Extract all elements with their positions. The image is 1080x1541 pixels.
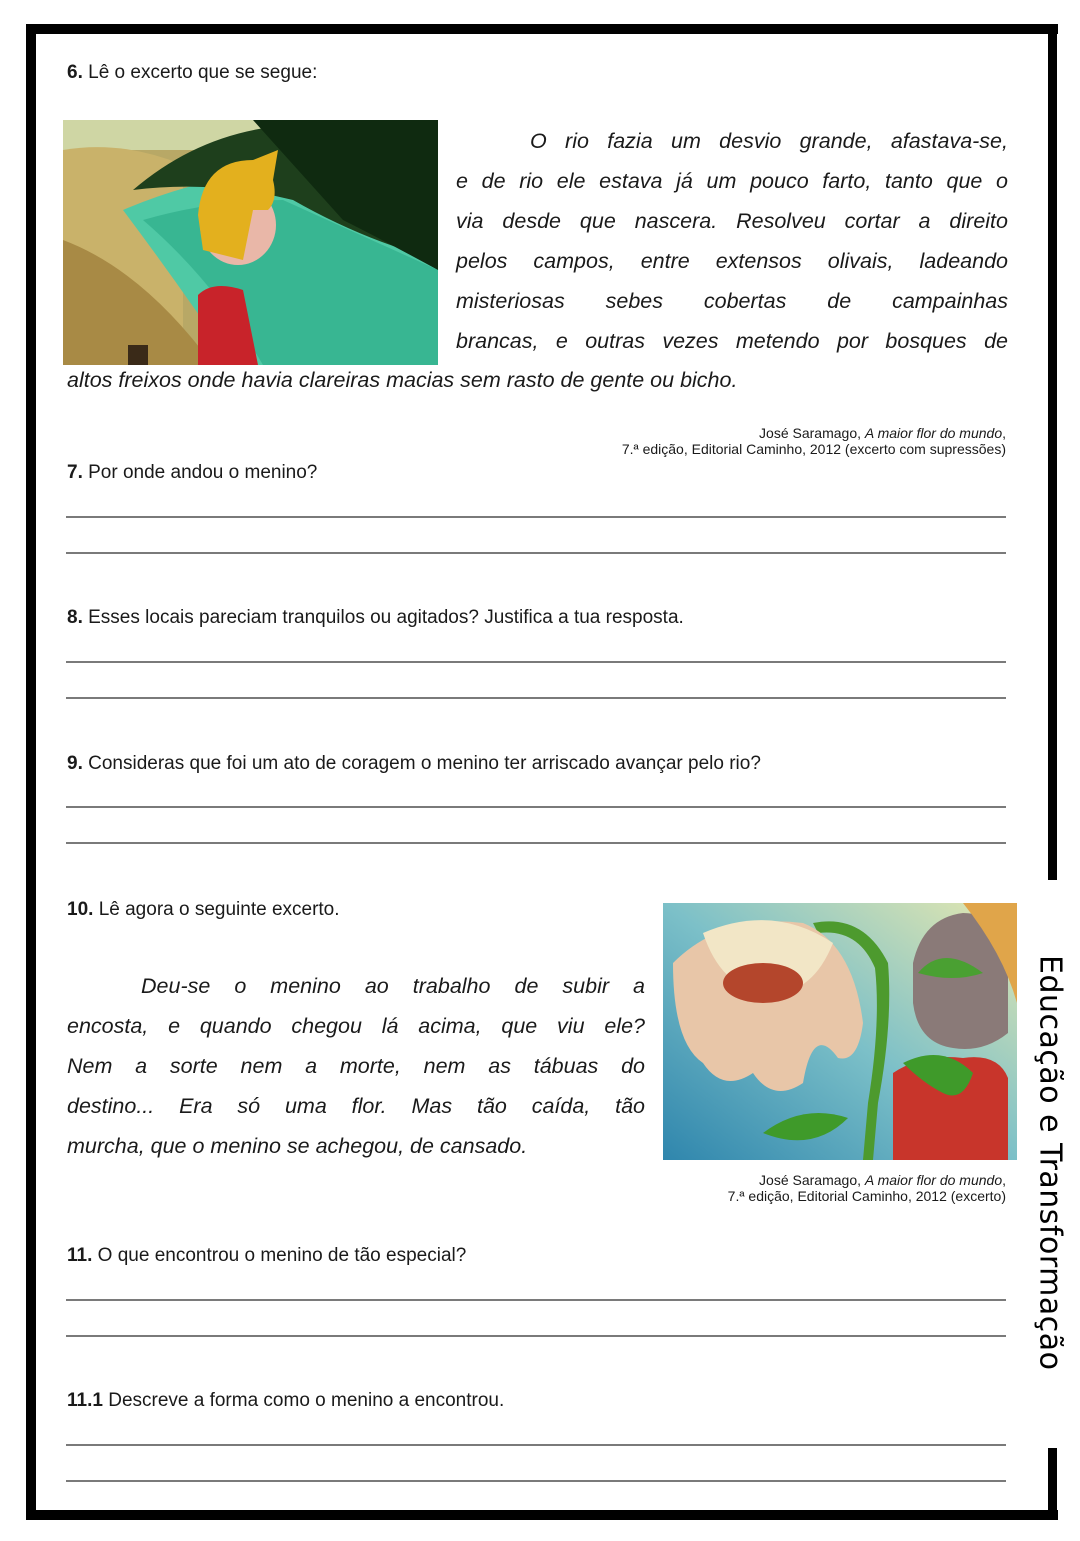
excerpt-line: altos freixos onde havia clareiras macias sem rasto de gente ou bicho.	[67, 368, 738, 392]
question-text: Descreve a forma como o menino a encontrou.	[102, 1390, 505, 1411]
excerpt-line: encosta, e quando chegou lá acima, que viu ele?	[67, 1014, 645, 1038]
citation-author: José Saramago,	[759, 1172, 865, 1188]
excerpt-line: e de rio ele estava já um pouco farto, tanto que o	[456, 169, 1008, 193]
question-text: Lê agora o seguinte excerto.	[93, 899, 340, 920]
excerpt-line: murcha, que o menino se achegou, de cansado.	[67, 1134, 528, 1158]
citation-punct: ,	[1002, 425, 1006, 441]
question-number: 9.	[67, 753, 83, 774]
excerpt-1-right-column	[456, 121, 1008, 361]
answer-line[interactable]	[66, 806, 1006, 808]
citation-author: José Saramago,	[759, 425, 865, 441]
question-number: 6.	[67, 62, 83, 83]
citation-punct: ,	[1002, 1172, 1006, 1188]
question-text: Por onde andou o menino?	[82, 462, 318, 483]
question-11	[67, 1245, 466, 1267]
page-frame-right-top	[1048, 24, 1057, 880]
question-number: 10.	[67, 899, 94, 920]
question-6	[67, 62, 317, 84]
question-7	[67, 462, 317, 484]
side-title	[1030, 880, 1070, 1445]
excerpt-1-last-line	[67, 360, 1007, 400]
answer-line[interactable]	[66, 697, 1006, 699]
question-text: Lê o excerto que se segue:	[82, 62, 318, 83]
excerpt-line: misteriosas sebes cobertas de campainhas	[456, 289, 1008, 313]
excerpt-line: brancas, e outras vezes metendo por bosques de	[456, 329, 1008, 353]
question-text: Consideras que foi um ato de coragem o menino ter arriscado avançar pelo rio?	[82, 753, 761, 774]
citation-title: A maior flor do mundo	[864, 1172, 1003, 1188]
answer-line[interactable]	[66, 1480, 1006, 1482]
citation-1	[500, 425, 1006, 457]
citation-2	[640, 1172, 1006, 1204]
question-number: 7.	[67, 462, 83, 483]
answer-line[interactable]	[66, 661, 1006, 663]
illustration-boy-by-river	[63, 120, 438, 365]
page-frame-top	[26, 24, 1058, 34]
answer-line[interactable]	[66, 842, 1006, 844]
question-text: O que encontrou o menino de tão especial?	[92, 1245, 467, 1266]
boy-river-image	[63, 120, 438, 365]
excerpt-line: pelos campos, entre extensos olivais, ladeando	[456, 249, 1008, 273]
question-11-1	[67, 1390, 504, 1412]
page-frame-bottom	[26, 1510, 1058, 1520]
citation-edition: 7.ª edição, Editorial Caminho, 2012 (excerto)	[727, 1188, 1006, 1204]
excerpt-line: Deu-se o menino ao trabalho de subir a	[141, 974, 645, 998]
excerpt-line: via desde que nascera. Resolveu cortar a direito	[456, 209, 1008, 233]
excerpt-line: O rio fazia um desvio grande, afastava-se,	[530, 129, 1008, 153]
excerpt-line: destino... Era só uma flor. Mas tão caída, tão	[67, 1094, 645, 1118]
answer-line[interactable]	[66, 1444, 1006, 1446]
question-number: 8.	[67, 607, 83, 628]
question-number: 11.1	[67, 1390, 103, 1411]
answer-line[interactable]	[66, 1299, 1006, 1301]
question-text: Esses locais pareciam tranquilos ou agitados? Justifica a tua resposta.	[82, 607, 684, 628]
citation-edition: 7.ª edição, Editorial Caminho, 2012 (excerto com supressões)	[621, 441, 1006, 457]
excerpt-2	[67, 966, 645, 1166]
boy-flower-image	[663, 903, 1017, 1160]
illustration-boy-with-flower	[663, 903, 1017, 1160]
question-number: 11.	[67, 1245, 93, 1266]
answer-line[interactable]	[66, 516, 1006, 518]
question-10	[67, 899, 340, 921]
citation-title: A maior flor do mundo	[864, 425, 1003, 441]
answer-line[interactable]	[66, 1335, 1006, 1337]
question-8	[67, 607, 684, 629]
question-9	[67, 753, 761, 775]
page-frame-right-bottom	[1048, 1448, 1057, 1520]
side-title-text: Educação e Transformação	[1032, 954, 1068, 1371]
answer-line[interactable]	[66, 552, 1006, 554]
page-frame-left	[26, 24, 36, 1520]
excerpt-line: Nem a sorte nem a morte, nem as tábuas do	[67, 1054, 645, 1078]
